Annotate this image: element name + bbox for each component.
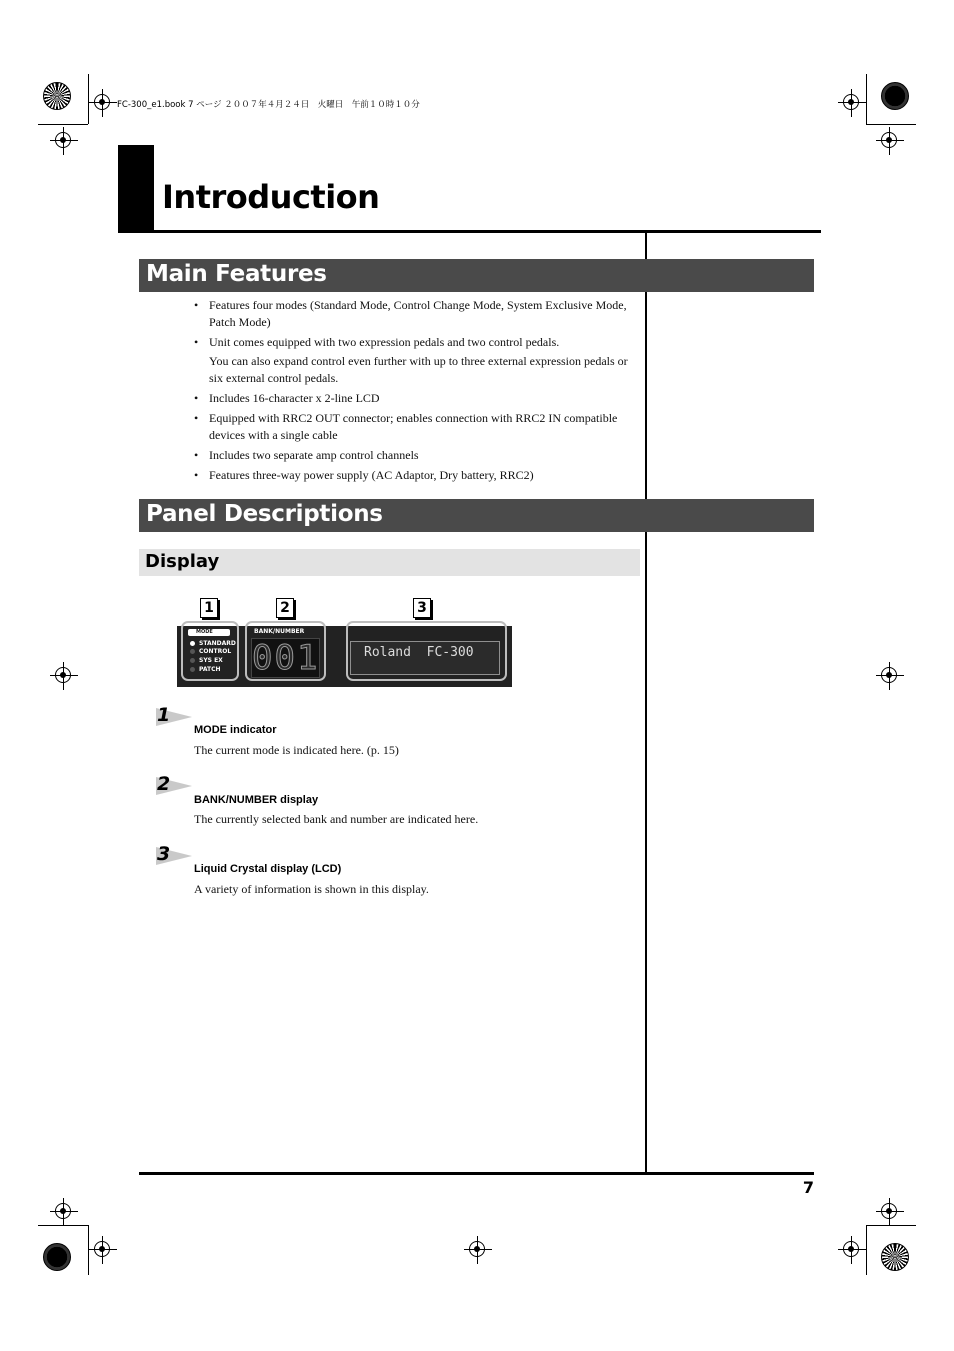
list-item [192, 467, 632, 484]
bank-number-display: 001 [252, 638, 320, 678]
feature-text: Includes 16-character x 2-line LCD [209, 391, 380, 405]
crosshair-icon [843, 1241, 859, 1257]
mode-name: CONTROL [199, 648, 232, 655]
item-title: Liquid Crystal display (LCD) [194, 863, 342, 875]
list-item [192, 447, 632, 464]
crop-line [38, 124, 88, 125]
footer-rule [139, 1172, 814, 1175]
item-description: The currently selected bank and number are indicated here. [194, 812, 479, 826]
mode-name: STANDARD [199, 640, 236, 647]
feature-text: Includes two separate amp control channels [209, 448, 419, 462]
item-title: MODE indicator [194, 724, 277, 736]
callout-number: 2 [276, 598, 294, 618]
page-number: 7 [802, 1178, 814, 1197]
mode-name: PATCH [199, 666, 221, 673]
crosshair-icon [94, 94, 110, 110]
feature-extra-text: You can also expand control even further with up to three external expression pedals or six external control pedals. [209, 354, 628, 385]
file-info-header: FC-300_e1.book 7 ページ ２００７年４月２４日 火曜日 午前１０時１０分 [117, 100, 420, 110]
lcd-screen: Roland FC-300 [350, 641, 500, 675]
feature-text: Features three-way power supply (AC Adaptor, Dry battery, RRC2) [209, 468, 534, 482]
registration-star-icon [43, 82, 71, 110]
crosshair-icon [469, 1241, 485, 1257]
item-number: 2 [157, 773, 171, 795]
registration-star-icon [881, 1243, 909, 1271]
section-panel-descriptions [139, 499, 814, 532]
crosshair-icon [55, 1203, 71, 1219]
crop-line [38, 1225, 88, 1226]
registration-star-icon [43, 1243, 71, 1271]
item-number: 3 [157, 843, 171, 865]
list-item [192, 334, 632, 387]
title-rule [118, 230, 821, 233]
item-number-marker [156, 704, 192, 726]
list-item [192, 297, 632, 331]
list-item [192, 390, 632, 407]
crop-line [866, 1225, 867, 1275]
item-description: The current mode is indicated here. (p. 15) [194, 743, 399, 757]
item-title: BANK/NUMBER display [194, 794, 319, 806]
crosshair-icon [881, 667, 897, 683]
crosshair-icon [881, 1203, 897, 1219]
bank-number-label: BANK/NUMBER [254, 628, 305, 635]
item-number-marker [156, 843, 192, 865]
crosshair-icon [55, 667, 71, 683]
crop-line [866, 124, 916, 125]
callout-frame [245, 621, 326, 681]
crosshair-icon [843, 94, 859, 110]
registration-star-icon [881, 82, 909, 110]
section-heading: Panel Descriptions [146, 501, 383, 527]
section-main-features [139, 259, 814, 292]
callout-number: 1 [200, 598, 218, 618]
item-number-marker [156, 773, 192, 795]
crosshair-icon [881, 132, 897, 148]
crosshair-icon [94, 1241, 110, 1257]
mode-name: SYS EX [199, 657, 223, 664]
callout-frame [346, 621, 507, 681]
subsection-heading: Display [145, 551, 220, 572]
feature-text: Features four modes (Standard Mode, Control Change Mode, System Exclusive Mode, Patch Mode) [209, 298, 627, 329]
crosshair-icon [55, 132, 71, 148]
list-item [192, 410, 632, 444]
callout-frame [181, 621, 239, 681]
margin-rule [645, 233, 647, 1173]
item-number: 1 [157, 704, 171, 726]
subsection-display [139, 549, 640, 576]
page-title: Introduction [162, 178, 380, 216]
crop-line [866, 1225, 916, 1226]
crop-line [866, 74, 867, 124]
crop-line [88, 1225, 89, 1275]
crop-line [88, 74, 89, 124]
features-list [192, 297, 632, 487]
callout-number: 3 [413, 598, 431, 618]
title-block [118, 145, 154, 231]
section-heading: Main Features [146, 261, 327, 287]
mode-label: MODE [188, 629, 230, 636]
item-description: A variety of information is shown in this display. [194, 882, 429, 896]
feature-text: Equipped with RRC2 OUT connector; enables connection with RRC2 IN compatible devices with a single cable [209, 411, 618, 442]
feature-text: Unit comes equipped with two expression pedals and two control pedals. [209, 335, 560, 349]
